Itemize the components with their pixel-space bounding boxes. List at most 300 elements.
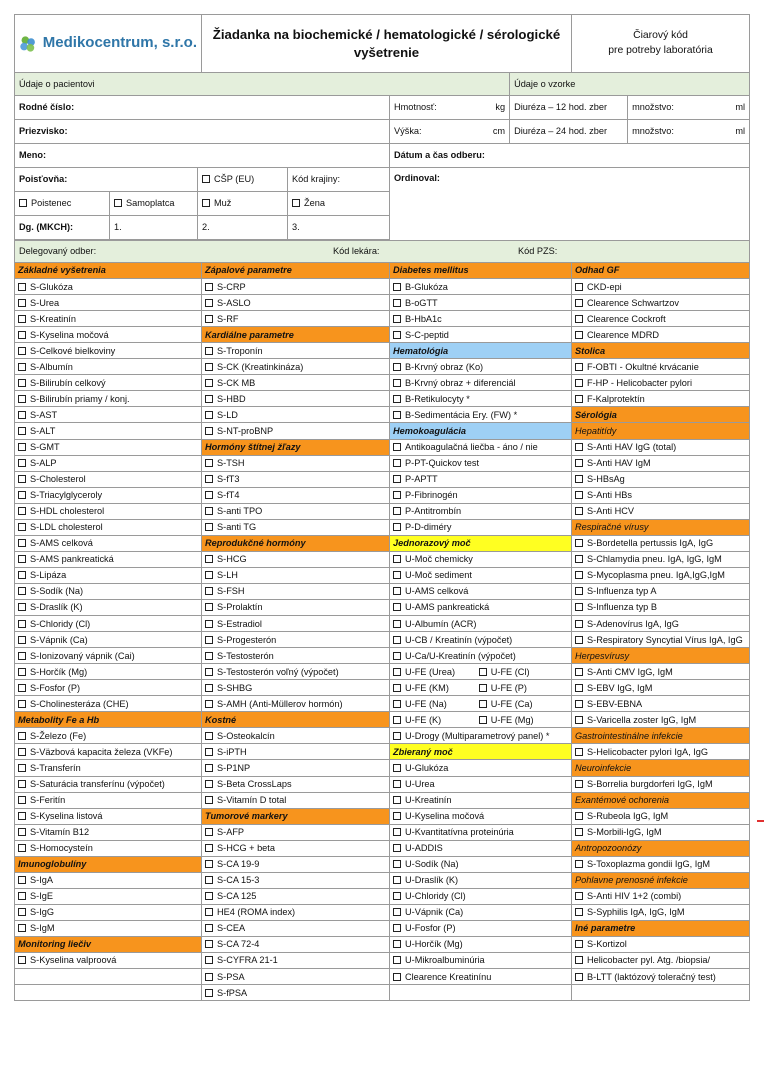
exam-checkbox-item[interactable]: [15, 423, 202, 439]
exam-label: S-Varicella zoster IgG, IgM: [587, 714, 697, 725]
exam-checkbox-item[interactable]: [15, 519, 202, 535]
exam-checkbox-item[interactable]: [572, 439, 750, 455]
exam-checkbox-item[interactable]: [15, 583, 202, 599]
checkbox-icon: [18, 844, 26, 852]
exam-label: P-PT-Quickov test: [405, 458, 480, 469]
exam-label: S-CK MB: [217, 377, 256, 388]
checkbox-icon: [205, 764, 213, 772]
checkbox-icon: [575, 828, 583, 836]
exam-checkbox-item[interactable]: [202, 632, 390, 648]
exam-checkbox-item[interactable]: [15, 567, 202, 583]
category-header: Jednorazový moč: [390, 535, 572, 551]
surname-field[interactable]: Priezvisko:: [15, 120, 390, 144]
checkbox-icon: [393, 299, 401, 307]
exam-label: U-Vápnik (Ca): [405, 907, 464, 918]
checkbox-icon: [18, 780, 26, 788]
exam-row: [15, 423, 750, 439]
checkbox-icon: [393, 587, 401, 595]
exam-checkbox-item[interactable]: [202, 840, 390, 856]
exam-checkbox-item[interactable]: [15, 632, 202, 648]
checkbox-icon: [393, 860, 401, 868]
exam-checkbox-item[interactable]: [202, 455, 390, 471]
exam-checkbox-item[interactable]: [202, 567, 390, 583]
exam-checkbox-item[interactable]: [572, 808, 750, 824]
exam-checkbox-item[interactable]: [15, 776, 202, 792]
exam-checkbox-item[interactable]: [572, 616, 750, 632]
name-field[interactable]: Meno:: [15, 144, 390, 168]
diagnosis-3-field[interactable]: 3.: [288, 216, 390, 240]
exam-checkbox-item[interactable]: [390, 551, 572, 567]
exam-checkbox-item[interactable]: [202, 423, 390, 439]
exam-checkbox-item[interactable]: [202, 391, 390, 407]
exam-checkbox-item[interactable]: [390, 904, 572, 920]
amount-24h-field[interactable]: [628, 120, 750, 144]
exam-checkbox-item[interactable]: [390, 824, 572, 840]
exam-checkbox-item[interactable]: [15, 279, 202, 295]
checkbox-icon: [393, 491, 401, 499]
exam-checkbox-item[interactable]: [202, 824, 390, 840]
checkbox-icon: [18, 700, 26, 708]
exam-label: S-anti TPO: [217, 506, 263, 517]
exam-label: U-FE (KM): [405, 682, 449, 693]
checkbox-icon: [202, 199, 210, 207]
exam-checkbox-item[interactable]: [390, 712, 572, 728]
female-checkbox[interactable]: [288, 192, 390, 216]
exam-checkbox-item[interactable]: [15, 359, 202, 375]
exam-checkbox-item[interactable]: [202, 953, 390, 969]
exam-checkbox-item[interactable]: [15, 455, 202, 471]
exam-checkbox-item[interactable]: [202, 985, 390, 1001]
exam-checkbox-item[interactable]: [572, 936, 750, 952]
exam-checkbox-item[interactable]: [390, 696, 572, 712]
exam-label: S-Borrelia burgdorferi IgG, IgM: [587, 778, 713, 789]
exam-checkbox-item[interactable]: [202, 760, 390, 776]
exam-checkbox-item[interactable]: [390, 503, 572, 519]
exam-checkbox-item[interactable]: [15, 311, 202, 327]
diagnosis-2-field[interactable]: 2.: [198, 216, 288, 240]
checkbox-icon: [575, 443, 583, 451]
checkbox-icon: [18, 812, 26, 820]
category-header: Kardiálne parametre: [202, 327, 390, 343]
exam-checkbox-item[interactable]: [202, 551, 390, 567]
exam-checkbox-item[interactable]: [15, 407, 202, 423]
category-header: Sérológia: [572, 407, 750, 423]
exam-checkbox-item[interactable]: [572, 551, 750, 567]
exam-checkbox-item[interactable]: [572, 455, 750, 471]
exam-label: S-Bilirubín priamy / konj.: [30, 393, 130, 404]
exam-row: [15, 616, 750, 632]
exam-checkbox-item[interactable]: [572, 904, 750, 920]
exam-checkbox-item[interactable]: [572, 375, 750, 391]
exam-checkbox-item[interactable]: [390, 856, 572, 872]
exam-checkbox-item[interactable]: [202, 969, 390, 985]
exam-label: S-Urea: [30, 297, 60, 308]
checkbox-icon: [18, 507, 26, 515]
exam-label: S-NT-proBNP: [217, 425, 274, 436]
exam-checkbox-item[interactable]: [15, 888, 202, 904]
exam-label: S-fT3: [217, 474, 240, 485]
exam-label: S-RF: [217, 313, 239, 324]
checkbox-icon: [575, 860, 583, 868]
exam-checkbox-item[interactable]: [572, 535, 750, 551]
exam-checkbox-item[interactable]: [390, 455, 572, 471]
exam-checkbox-item[interactable]: [15, 471, 202, 487]
category-header: Kostné: [202, 712, 390, 728]
exam-checkbox-item[interactable]: [390, 471, 572, 487]
diuresis-12h-label: Diuréza – 12 hod. zber: [510, 96, 628, 120]
insured-checkbox[interactable]: [15, 192, 110, 216]
exam-checkbox-item[interactable]: [390, 583, 572, 599]
exam-label: U-Horčík (Mg): [405, 939, 463, 950]
exam-checkbox-item[interactable]: [390, 519, 572, 535]
exam-checkbox-item[interactable]: [572, 471, 750, 487]
exam-checkbox-item[interactable]: [572, 279, 750, 295]
exam-row: [15, 295, 750, 311]
patient-section: [14, 72, 750, 263]
exam-label: S-HCG: [217, 554, 247, 565]
category-header: Iné parametre: [572, 920, 750, 936]
exam-checkbox-item[interactable]: [202, 680, 390, 696]
category-header: Zbieraný moč: [390, 744, 572, 760]
checkbox-icon: [205, 299, 213, 307]
exam-label: S-AMS celková: [30, 538, 93, 549]
exam-checkbox-item[interactable]: [572, 969, 750, 985]
exam-row: [15, 583, 750, 599]
exam-label: S-Albumín: [30, 361, 73, 372]
exam-checkbox-item[interactable]: [202, 343, 390, 359]
exam-checkbox-item[interactable]: [15, 439, 202, 455]
exam-checkbox-item[interactable]: [15, 648, 202, 664]
exam-checkbox-item[interactable]: [15, 953, 202, 969]
exam-row: [15, 471, 750, 487]
exam-label: B-Sedimentácia Ery. (FW) *: [405, 409, 518, 420]
exam-label: S-GMT: [30, 441, 60, 452]
height-label: Výška:: [394, 126, 422, 137]
checkbox-icon: [205, 700, 213, 708]
checkbox-icon: [393, 443, 401, 451]
exam-checkbox-item[interactable]: [390, 872, 572, 888]
exam-checkbox-item[interactable]: [390, 920, 572, 936]
checkbox-icon: [393, 732, 401, 740]
checkbox-icon: [205, 379, 213, 387]
exam-row: [15, 343, 750, 359]
exam-checkbox-item[interactable]: [572, 744, 750, 760]
exam-label: S-IgG: [30, 907, 54, 918]
exam-checkbox-item[interactable]: [15, 840, 202, 856]
category-header: Pohlavne prenosné infekcie: [572, 872, 750, 888]
checkbox-icon: [205, 940, 213, 948]
exam-checkbox-item[interactable]: [390, 391, 572, 407]
checkbox-icon: [479, 716, 487, 724]
exam-checkbox-item[interactable]: [390, 936, 572, 952]
exam-checkbox-item[interactable]: [572, 599, 750, 615]
exam-row: [15, 888, 750, 904]
exam-checkbox-item[interactable]: [15, 904, 202, 920]
diagnosis-1-field[interactable]: 1.: [110, 216, 198, 240]
exam-label: B-Glukóza: [405, 281, 448, 292]
exam-checkbox-item[interactable]: [15, 920, 202, 936]
exam-checkbox-item[interactable]: [390, 648, 572, 664]
exam-checkbox-item[interactable]: [572, 953, 750, 969]
exam-checkbox-item[interactable]: [15, 551, 202, 567]
amount-label: množstvo:: [632, 102, 674, 113]
exam-label: S-Influenza typ A: [587, 586, 657, 597]
exam-checkbox-item[interactable]: [15, 327, 202, 343]
exam-label: U-FE (Cl): [490, 666, 530, 677]
exam-checkbox-item[interactable]: [15, 824, 202, 840]
exam-checkbox-item[interactable]: [202, 728, 390, 744]
checkbox-icon: [205, 571, 213, 579]
exam-checkbox-item[interactable]: [202, 359, 390, 375]
exam-checkbox-item[interactable]: [572, 487, 750, 503]
checkbox-icon: [393, 700, 401, 708]
exam-checkbox-item[interactable]: [15, 295, 202, 311]
exam-label: S-Influenza typ B: [587, 602, 657, 613]
exam-checkbox-item[interactable]: [390, 664, 572, 680]
exam-checkbox-item[interactable]: [572, 712, 750, 728]
exam-label: S-Anti CMV IgG, IgM: [587, 666, 673, 677]
exam-checkbox-item[interactable]: [390, 616, 572, 632]
exam-checkbox-item[interactable]: [202, 487, 390, 503]
amount-12h-field[interactable]: [628, 96, 750, 120]
exam-checkbox-item[interactable]: [202, 279, 390, 295]
checkbox-icon: [575, 571, 583, 579]
exam-checkbox-item[interactable]: [390, 487, 572, 503]
exam-checkbox-item[interactable]: [15, 535, 202, 551]
exam-checkbox-item[interactable]: [572, 856, 750, 872]
exam-checkbox-item[interactable]: [202, 904, 390, 920]
exam-checkbox-item[interactable]: [390, 680, 572, 696]
exam-label: U-FE (P): [490, 682, 527, 693]
exam-checkbox-item[interactable]: [202, 311, 390, 327]
exam-checkbox-item[interactable]: [202, 648, 390, 664]
exam-label: U-Kreatinín: [405, 795, 452, 806]
exam-row: [15, 375, 750, 391]
checkbox-icon: [393, 764, 401, 772]
exam-checkbox-item[interactable]: [390, 311, 572, 327]
checkbox-icon: [18, 892, 26, 900]
csp-checkbox[interactable]: [198, 168, 288, 192]
checkbox-icon: [575, 603, 583, 611]
exam-label: S-P1NP: [217, 762, 251, 773]
sampling-date-field[interactable]: Dátum a čas odberu:: [390, 144, 750, 168]
exam-checkbox-item[interactable]: [572, 888, 750, 904]
empty-cell: [390, 985, 572, 1001]
exam-row: [15, 599, 750, 615]
exam-checkbox-item[interactable]: [15, 599, 202, 615]
birth-number-field[interactable]: Rodné číslo:: [15, 96, 390, 120]
exam-label: S-Kyselina močová: [30, 329, 109, 340]
exam-checkbox-item[interactable]: [390, 599, 572, 615]
exam-checkbox-item[interactable]: [390, 295, 572, 311]
exam-checkbox-item[interactable]: [202, 856, 390, 872]
checkbox-icon: [18, 299, 26, 307]
category-header: Gastrointestinálne infekcie: [572, 728, 750, 744]
ordered-by-field[interactable]: Ordinoval:: [390, 168, 750, 241]
exam-checkbox-item[interactable]: [390, 728, 572, 744]
exam-checkbox-item[interactable]: [390, 567, 572, 583]
exam-label: S-Kyselina listová: [30, 811, 103, 822]
exam-checkbox-item[interactable]: [15, 808, 202, 824]
doctor-code-label: Kód lekára:: [333, 246, 380, 257]
exam-checkbox-item[interactable]: [572, 311, 750, 327]
exam-checkbox-item[interactable]: [572, 583, 750, 599]
exam-checkbox-item[interactable]: [390, 840, 572, 856]
exam-checkbox-item[interactable]: [572, 776, 750, 792]
exam-checkbox-item[interactable]: [15, 343, 202, 359]
checkbox-icon: [393, 796, 401, 804]
checkbox-icon: [205, 860, 213, 868]
height-field[interactable]: [390, 120, 510, 144]
exam-checkbox-item[interactable]: [572, 567, 750, 583]
exam-checkbox-item[interactable]: [15, 744, 202, 760]
exam-checkbox-item[interactable]: [572, 696, 750, 712]
exam-checkbox-item[interactable]: [390, 327, 572, 343]
exam-checkbox-item[interactable]: [390, 279, 572, 295]
exam-label: U-Urea: [405, 778, 435, 789]
exam-checkbox-item[interactable]: [390, 953, 572, 969]
exam-checkbox-item[interactable]: [202, 776, 390, 792]
exam-checkbox-item[interactable]: [15, 680, 202, 696]
exam-checkbox-item[interactable]: [572, 824, 750, 840]
exam-checkbox-item[interactable]: [202, 664, 390, 680]
exam-checkbox-item[interactable]: [202, 888, 390, 904]
exam-checkbox-item[interactable]: [15, 872, 202, 888]
exam-label: S-AMS pankreatická: [30, 554, 114, 565]
exam-checkbox-item[interactable]: [15, 391, 202, 407]
country-code-field[interactable]: Kód krajiny:: [288, 168, 390, 192]
exam-checkbox-item[interactable]: [202, 744, 390, 760]
exam-checkbox-item[interactable]: [572, 327, 750, 343]
exam-checkbox-item[interactable]: [202, 792, 390, 808]
exam-checkbox-item[interactable]: [15, 487, 202, 503]
exam-checkbox-item[interactable]: [390, 375, 572, 391]
insurance-field[interactable]: Poisťovňa:: [15, 168, 198, 192]
category-header: Hemokoagulácia: [390, 423, 572, 439]
checkbox-icon: [205, 395, 213, 403]
exam-checkbox-item[interactable]: [390, 792, 572, 808]
category-header: Antropozoonózy: [572, 840, 750, 856]
exam-label: P-Fibrinogén: [405, 490, 458, 501]
exam-label: S-EBV IgG, IgM: [587, 682, 653, 693]
exam-checkbox-item[interactable]: [572, 503, 750, 519]
exam-checkbox-item[interactable]: [390, 632, 572, 648]
checkbox-icon: [393, 892, 401, 900]
exam-checkbox-item[interactable]: [202, 583, 390, 599]
exam-label: S-iPTH: [217, 746, 247, 757]
exam-checkbox-item[interactable]: [390, 359, 572, 375]
exam-checkbox-item[interactable]: [202, 696, 390, 712]
exam-checkbox-item[interactable]: [202, 295, 390, 311]
checkbox-icon: [205, 876, 213, 884]
exam-checkbox-item[interactable]: [572, 664, 750, 680]
exam-checkbox-item[interactable]: [202, 503, 390, 519]
exam-checkbox-item[interactable]: [390, 407, 572, 423]
checkbox-icon: [205, 283, 213, 291]
checkbox-icon: [18, 411, 26, 419]
exam-checkbox-item[interactable]: [572, 391, 750, 407]
exam-checkbox-item[interactable]: [390, 969, 572, 985]
exam-checkbox-item[interactable]: [390, 808, 572, 824]
male-checkbox[interactable]: [198, 192, 288, 216]
exam-checkbox-item[interactable]: [202, 872, 390, 888]
exam-checkbox-item[interactable]: [390, 760, 572, 776]
checkbox-icon: [575, 684, 583, 692]
checkbox-icon: [393, 956, 401, 964]
exam-label: S-Lipáza: [30, 570, 67, 581]
category-header: Hormóny štítnej žľazy: [202, 439, 390, 455]
checkbox-icon: [18, 796, 26, 804]
exam-checkbox-item[interactable]: [202, 375, 390, 391]
exam-checkbox-item[interactable]: [202, 920, 390, 936]
checkbox-icon: [205, 844, 213, 852]
category-header: Hepatitídy: [572, 423, 750, 439]
exam-checkbox-item[interactable]: [202, 599, 390, 615]
exam-label: U-FE (Mg): [490, 714, 534, 725]
checkbox-icon: [393, 507, 401, 515]
exam-row: [15, 776, 750, 792]
exam-label: S-Vitamín B12: [30, 827, 90, 838]
checkbox-icon: [205, 363, 213, 371]
checkbox-icon: [393, 828, 401, 836]
exam-row: [15, 953, 750, 969]
exam-label: S-Beta CrossLaps: [217, 778, 292, 789]
checkbox-icon: [575, 555, 583, 563]
checkbox-icon: [205, 459, 213, 467]
checkbox-icon: [292, 199, 300, 207]
exam-checkbox-item[interactable]: [15, 760, 202, 776]
checkbox-icon: [205, 555, 213, 563]
checkbox-icon: [205, 491, 213, 499]
exam-checkbox-item[interactable]: [572, 632, 750, 648]
exam-label: Helicobacter pyl. Atg. /biopsia/: [587, 955, 711, 966]
exam-checkbox-item[interactable]: [572, 359, 750, 375]
exam-checkbox-item[interactable]: [202, 519, 390, 535]
exam-checkbox-item[interactable]: [15, 728, 202, 744]
exam-checkbox-item[interactable]: [15, 375, 202, 391]
self-payer-label: Samoplatca: [126, 198, 175, 209]
checkbox-icon: [575, 700, 583, 708]
exam-row: [15, 808, 750, 824]
exam-checkbox-item[interactable]: [390, 439, 572, 455]
exam-label: P-D-diméry: [405, 522, 452, 533]
checkbox-icon: [205, 973, 213, 981]
exam-checkbox-item[interactable]: [202, 936, 390, 952]
exam-checkbox-item[interactable]: [15, 696, 202, 712]
category-header: Diabetes mellitus: [390, 263, 572, 279]
self-payer-checkbox[interactable]: [110, 192, 198, 216]
checkbox-icon: [18, 347, 26, 355]
exam-checkbox-item[interactable]: [202, 471, 390, 487]
checkbox-icon: [479, 684, 487, 692]
form-header: [14, 14, 750, 73]
exam-checkbox-item[interactable]: [572, 680, 750, 696]
exam-checkbox-item[interactable]: [390, 776, 572, 792]
exam-checkbox-item[interactable]: [15, 503, 202, 519]
weight-field[interactable]: [390, 96, 510, 120]
exam-label: Clearence Cockroft: [587, 313, 666, 324]
exam-row: [15, 872, 750, 888]
exam-label: S-Respiratory Syncytial Vírus IgA, IgG: [587, 634, 743, 645]
checkbox-icon: [205, 603, 213, 611]
exam-checkbox-item[interactable]: [572, 295, 750, 311]
exam-checkbox-item[interactable]: [15, 616, 202, 632]
exam-checkbox-item[interactable]: [202, 407, 390, 423]
exam-checkbox-item[interactable]: [15, 664, 202, 680]
exam-checkbox-item[interactable]: [390, 888, 572, 904]
exam-checkbox-item[interactable]: [202, 616, 390, 632]
exam-checkbox-item[interactable]: [15, 792, 202, 808]
